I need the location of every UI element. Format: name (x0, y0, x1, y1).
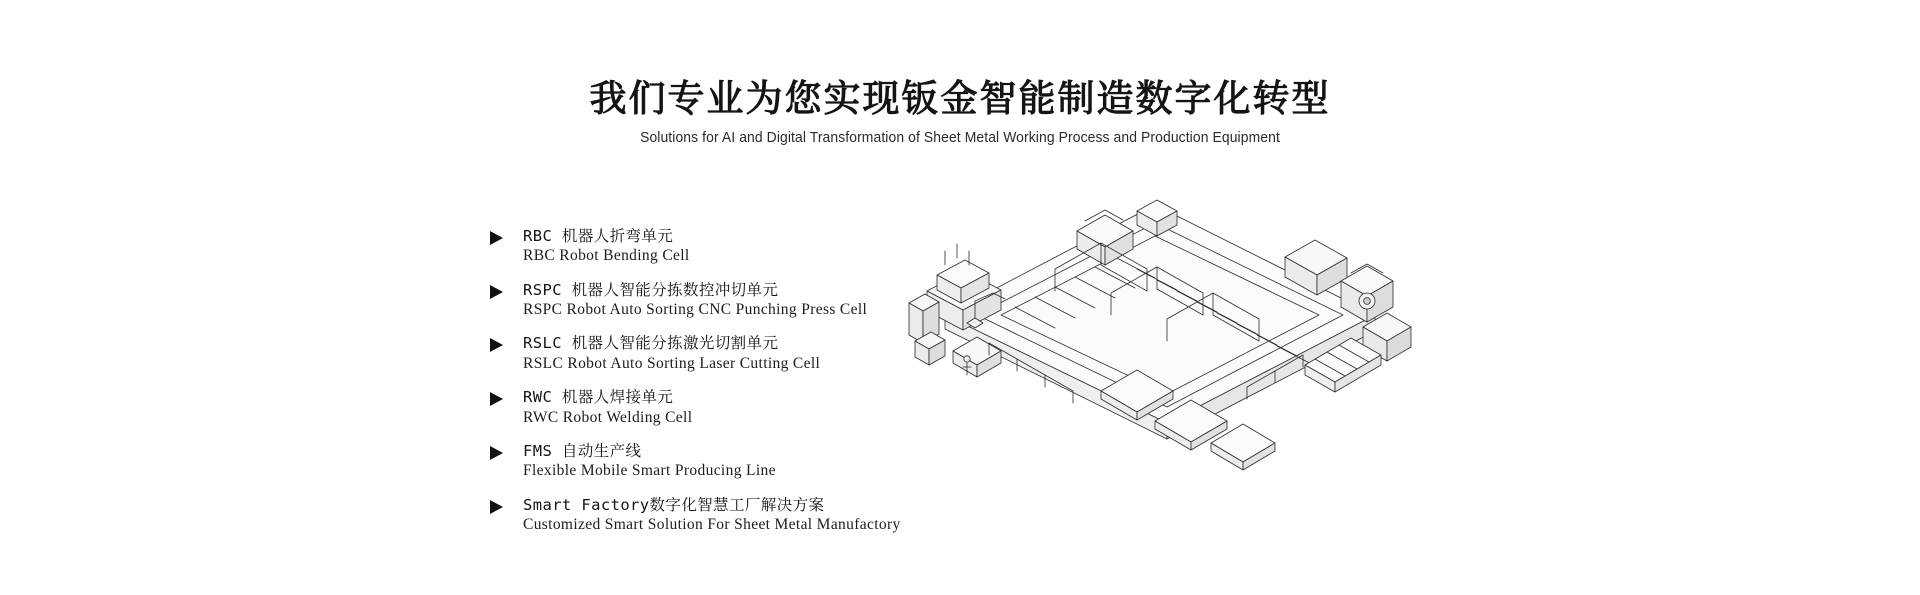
feature-title-cn: FMS 自动生产线 (523, 441, 642, 460)
feature-title-en: Customized Smart Solution For Sheet Metal Manufactory (523, 515, 901, 533)
feature-title-en: RBC Robot Bending Cell (523, 247, 690, 265)
list-item (490, 228, 920, 265)
production-line-diagram-icon (905, 195, 1435, 485)
triangle-bullet-icon (490, 392, 503, 406)
list-item (490, 389, 920, 426)
list-item (490, 497, 920, 534)
feature-title-cn: RSLC 机器人智能分拣激光切割单元 (523, 334, 779, 353)
triangle-bullet-icon (490, 338, 503, 352)
page-title: 我们专业为您实现钣金智能制造数字化转型 (589, 77, 1331, 120)
feature-title-en: Flexible Mobile Smart Producing Line (523, 462, 776, 480)
feature-title-cn: Smart Factory数字化智慧工厂解决方案 (523, 495, 825, 514)
feature-list (490, 228, 920, 533)
feature-title-cn: RBC 机器人折弯单元 (523, 227, 674, 245)
feature-title-en: RSLC Robot Auto Sorting Laser Cutting Cell (523, 354, 821, 372)
feature-title-en: RWC Robot Welding Cell (523, 408, 693, 426)
triangle-bullet-icon (490, 285, 503, 299)
list-item (490, 335, 920, 372)
triangle-bullet-icon (490, 446, 503, 460)
triangle-bullet-icon (490, 500, 503, 514)
list-item (490, 282, 920, 319)
feature-title-cn: RWC 机器人焊接单元 (523, 388, 674, 407)
page-subtitle: Solutions for AI and Digital Transformation of Sheet Metal Working Process and Production Equipment (640, 129, 1280, 146)
feature-title-en: RSPC Robot Auto Sorting CNC Punching Press Cell (523, 301, 868, 319)
feature-title-cn: RSPC 机器人智能分拣数控冲切单元 (523, 280, 779, 299)
list-item (490, 443, 920, 480)
header (0, 78, 1920, 146)
triangle-bullet-icon (490, 231, 503, 245)
production-line-illustration (905, 195, 1435, 485)
